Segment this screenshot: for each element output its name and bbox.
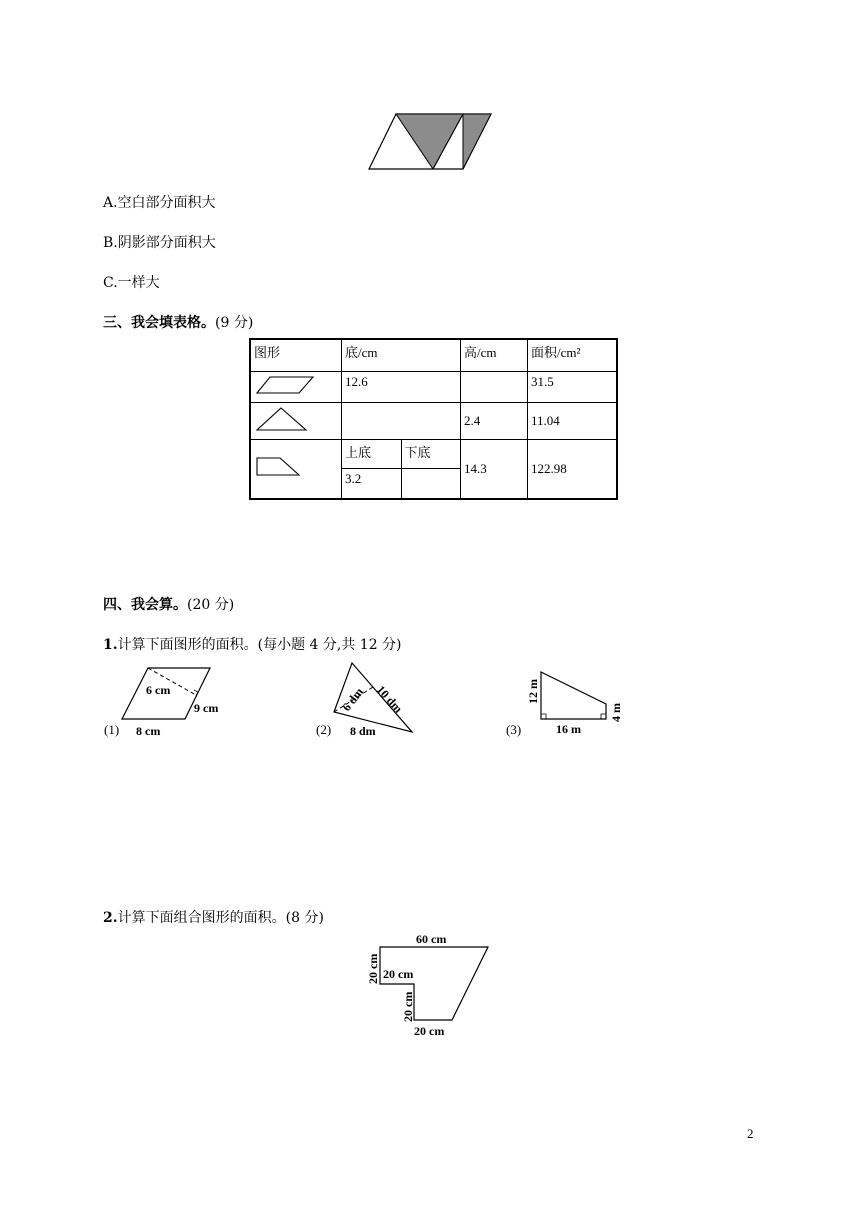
row1-height[interactable] [461,371,528,402]
section-4-points: (20 分) [187,597,235,613]
figure-1-parallelogram [118,664,233,740]
section-3-heading [103,312,253,332]
figure-1-base-label: 8 cm [136,724,161,738]
shaded-parallelogram-figure [366,112,494,172]
section-3-points: (9 分) [215,315,254,331]
figure-3-right-label: 4 m [609,703,623,722]
row1-base[interactable]: 12.6 [342,371,461,402]
figure-2-index: (2) [316,722,332,737]
section-4-title: 四、我会算。 [103,597,187,613]
option-a: A.空白部分面积大 [103,195,216,211]
question-2 [103,907,324,927]
top-base-value[interactable]: 3.2 [342,468,402,499]
section-4-heading [103,594,234,614]
top-base-label: 上底 [342,439,402,468]
section-3-title: 三、我会填表格。 [103,315,215,331]
triangle-shape-cell [250,402,342,439]
figure-2-triangle [330,660,420,740]
question-2-number: 2. [103,910,118,926]
question-1-text: 计算下面图形的面积。(每小题 4 分,共 12 分) [117,637,402,653]
page-number: 2 [747,1126,754,1141]
trapezoid-shape-cell [250,439,342,499]
row2-height[interactable]: 2.4 [461,402,528,439]
row2-area[interactable]: 11.04 [528,402,618,439]
composite-figure [360,930,495,1040]
figure-3-index: (3) [506,722,522,737]
composite-step-label: 20 cm [383,967,414,981]
composite-bottom-label: 20 cm [414,1024,445,1038]
header-base: 底/cm [342,339,461,371]
row2-base[interactable] [342,402,461,439]
option-c: C.一样大 [103,275,160,291]
question-2-text: 计算下面组合图形的面积。(8 分) [117,910,324,926]
composite-left-upper-label: 20 cm [366,953,380,984]
figure-2-height-label: 6 dm [339,684,367,714]
figure-1-side-label: 9 cm [194,701,219,715]
figure-3-base-label: 16 m [556,722,581,736]
triangle-icon [254,405,310,433]
header-shape: 图形 [250,339,342,371]
figure-3-trapezoid [524,668,624,738]
option-b: B.阴影部分面积大 [103,235,216,251]
figure-2-side-label: 10 dm [373,682,406,716]
header-height: 高/cm [461,339,528,371]
parallelogram-icon [254,374,316,396]
parallelogram-shape-cell [250,371,342,402]
question-1-number: 1. [103,637,118,653]
composite-top-label: 60 cm [416,932,447,946]
bottom-base-value[interactable] [401,468,461,499]
composite-left-lower-label: 20 cm [401,991,415,1022]
figure-1-index: (1) [104,722,120,737]
figure-2-base-label: 8 dm [350,724,376,738]
row1-area[interactable]: 31.5 [528,371,618,402]
trapezoid-icon [254,455,304,479]
figure-3-left-label: 12 m [526,679,540,704]
question-1 [103,634,402,654]
fill-in-table [249,338,618,500]
row3-area[interactable]: 122.98 [528,439,618,499]
figure-1-height-label: 6 cm [146,683,171,697]
header-area: 面积/cm² [528,339,618,371]
row3-height[interactable]: 14.3 [461,439,528,499]
bottom-base-label: 下底 [401,439,461,468]
